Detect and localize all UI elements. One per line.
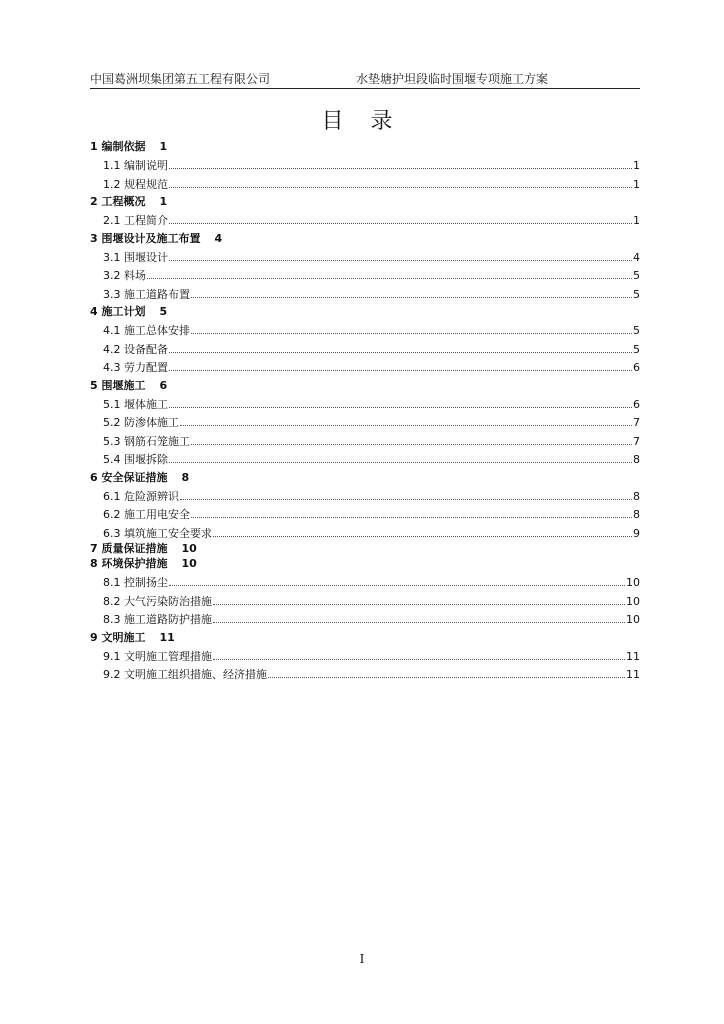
toc-entry-label: 8.1 控制扬尘 bbox=[103, 576, 168, 589]
dot-leader bbox=[169, 211, 632, 224]
toc-entry-page: 10 bbox=[181, 557, 197, 570]
toc-entry-page: 11 bbox=[159, 630, 175, 644]
dot-leader bbox=[180, 413, 632, 426]
toc-section-entry[interactable] bbox=[90, 450, 640, 469]
dot-leader bbox=[213, 592, 625, 605]
toc-entry-label: 5.4 围堰拆除 bbox=[103, 453, 168, 466]
toc-entry-page: 1 bbox=[633, 159, 640, 172]
toc-entry-label: 1 编制依据 bbox=[90, 140, 146, 153]
dot-leader bbox=[147, 266, 632, 279]
dot-leader bbox=[213, 524, 632, 537]
dot-leader bbox=[169, 395, 632, 408]
toc-entry-label: 4.2 设备配备 bbox=[103, 342, 168, 356]
dot-leader bbox=[169, 175, 632, 188]
dot-leader bbox=[213, 610, 625, 623]
toc-entry-label: 1.2 规程规范 bbox=[103, 177, 168, 191]
toc-chapter-entry[interactable] bbox=[90, 138, 640, 156]
dot-leader bbox=[191, 285, 632, 298]
toc-section-entry[interactable] bbox=[90, 285, 640, 304]
toc-chapter-entry[interactable] bbox=[90, 193, 640, 211]
toc-entry-page: 8 bbox=[633, 489, 640, 503]
toc-section-entry[interactable] bbox=[90, 358, 640, 377]
dot-leader bbox=[191, 432, 632, 445]
toc-section-entry[interactable] bbox=[90, 211, 640, 230]
toc-entry-page: 5 bbox=[159, 305, 168, 318]
toc-entry-page: 8 bbox=[181, 470, 190, 484]
toc-entry-page: 7 bbox=[633, 416, 640, 429]
toc-entry-label: 4.3 劳力配置 bbox=[103, 361, 168, 374]
toc-section-entry[interactable] bbox=[90, 248, 640, 267]
toc-entry-page: 1 bbox=[633, 214, 640, 227]
header-company: 中国葛洲坝集团第五工程有限公司 bbox=[90, 72, 271, 86]
toc-section-entry[interactable] bbox=[90, 647, 640, 666]
toc-entry-page: 5 bbox=[633, 287, 640, 301]
toc-section-entry[interactable] bbox=[90, 321, 640, 340]
toc-entry-label: 7 质量保证措施 bbox=[90, 542, 168, 555]
toc-entry-label: 6.2 施工用电安全 bbox=[103, 508, 190, 521]
toc-title: 目 录 bbox=[321, 109, 403, 134]
toc-chapter-entry[interactable] bbox=[90, 469, 640, 487]
toc-entry-page: 10 bbox=[626, 576, 640, 589]
dot-leader bbox=[191, 321, 632, 334]
dot-leader bbox=[180, 487, 632, 500]
toc-chapter-entry[interactable] bbox=[90, 230, 640, 248]
page-number: I bbox=[359, 952, 365, 966]
toc-entry-label: 3.2 料场 bbox=[103, 269, 146, 282]
toc-chapter-entry[interactable] bbox=[90, 542, 640, 555]
toc-section-entry[interactable] bbox=[90, 487, 640, 506]
toc-entry-label: 4 施工计划 bbox=[90, 305, 146, 318]
toc-entry-page: 10 bbox=[626, 613, 640, 626]
toc-entry-label: 9.1 文明施工管理措施 bbox=[103, 649, 212, 663]
dot-leader bbox=[169, 156, 632, 169]
toc-entry-page: 5 bbox=[633, 324, 640, 337]
toc-entry-label: 5 围堰施工 bbox=[90, 378, 146, 392]
toc-entry-label: 6.1 危险源辨识 bbox=[103, 489, 179, 503]
toc-entry-page: 11 bbox=[626, 649, 640, 663]
toc-entry-page: 1 bbox=[633, 177, 640, 191]
toc-entry-page: 10 bbox=[626, 594, 640, 608]
dot-leader bbox=[169, 450, 632, 463]
toc-section-entry[interactable] bbox=[90, 610, 640, 629]
toc-entry-label: 9 文明施工 bbox=[90, 630, 146, 644]
toc-entry-page: 1 bbox=[159, 140, 168, 153]
toc-section-entry[interactable] bbox=[90, 175, 640, 194]
toc-entry-label: 5.1 堰体施工 bbox=[103, 397, 168, 411]
toc-entry-label: 4.1 施工总体安排 bbox=[103, 324, 190, 337]
toc-entry-label: 8 环境保护措施 bbox=[90, 557, 168, 570]
toc-entry-page: 6 bbox=[633, 397, 640, 411]
toc-entry-page: 9 bbox=[633, 526, 640, 540]
toc-section-entry[interactable] bbox=[90, 413, 640, 432]
dot-leader bbox=[169, 573, 625, 586]
toc-entry-page: 4 bbox=[214, 231, 223, 245]
toc-entry-label: 8.2 大气污染防治措施 bbox=[103, 594, 212, 608]
toc-entry-label: 1.1 编制说明 bbox=[103, 159, 168, 172]
toc-entry-page: 7 bbox=[633, 434, 640, 448]
toc-entry-page: 1 bbox=[159, 195, 168, 208]
toc-entry-label: 6.3 填筑施工安全要求 bbox=[103, 526, 212, 540]
toc-section-entry[interactable] bbox=[90, 340, 640, 359]
toc-entry-label: 6 安全保证措施 bbox=[90, 470, 168, 484]
header-document-title: 水垫塘护坦段临时围堰专项施工方案 bbox=[356, 72, 549, 86]
toc-section-entry[interactable] bbox=[90, 505, 640, 524]
toc-entry-label: 2.1 工程简介 bbox=[103, 214, 168, 227]
dot-leader bbox=[268, 665, 625, 678]
toc-section-entry[interactable] bbox=[90, 524, 640, 543]
toc-chapter-entry[interactable] bbox=[90, 629, 640, 647]
toc-entry-label: 3.1 围堰设计 bbox=[103, 250, 168, 264]
toc-section-entry[interactable] bbox=[90, 156, 640, 175]
page-header bbox=[90, 70, 640, 89]
table-of-contents bbox=[90, 138, 640, 684]
toc-entry-page: 10 bbox=[181, 542, 197, 555]
dot-leader bbox=[191, 505, 632, 518]
toc-chapter-entry[interactable] bbox=[90, 377, 640, 395]
toc-entry-label: 9.2 文明施工组织措施、经济措施 bbox=[103, 668, 267, 681]
toc-section-entry[interactable] bbox=[90, 592, 640, 611]
toc-entry-page: 8 bbox=[633, 453, 640, 466]
toc-entry-label: 3 围堰设计及施工布置 bbox=[90, 231, 201, 245]
toc-entry-page: 5 bbox=[633, 269, 640, 282]
toc-entry-label: 5.3 钢筋石笼施工 bbox=[103, 434, 190, 448]
toc-section-entry[interactable] bbox=[90, 665, 640, 684]
toc-entry-label: 2 工程概况 bbox=[90, 195, 146, 208]
toc-section-entry[interactable] bbox=[90, 266, 640, 285]
toc-section-entry[interactable] bbox=[90, 573, 640, 592]
toc-entry-page: 6 bbox=[633, 361, 640, 374]
dot-leader bbox=[169, 358, 632, 371]
toc-entry-page: 8 bbox=[633, 508, 640, 521]
toc-entry-page: 6 bbox=[159, 378, 168, 392]
toc-entry-page: 11 bbox=[626, 668, 640, 681]
dot-leader bbox=[169, 340, 632, 353]
toc-chapter-entry[interactable] bbox=[90, 555, 640, 573]
toc-entry-label: 5.2 防渗体施工 bbox=[103, 416, 179, 429]
toc-entry-label: 3.3 施工道路布置 bbox=[103, 287, 190, 301]
toc-section-entry[interactable] bbox=[90, 395, 640, 414]
toc-entry-page: 4 bbox=[633, 250, 640, 264]
toc-section-entry[interactable] bbox=[90, 432, 640, 451]
toc-chapter-entry[interactable] bbox=[90, 303, 640, 321]
dot-leader bbox=[213, 647, 625, 660]
toc-entry-page: 5 bbox=[633, 342, 640, 356]
dot-leader bbox=[169, 248, 632, 261]
toc-entry-label: 8.3 施工道路防护措施 bbox=[103, 613, 212, 626]
